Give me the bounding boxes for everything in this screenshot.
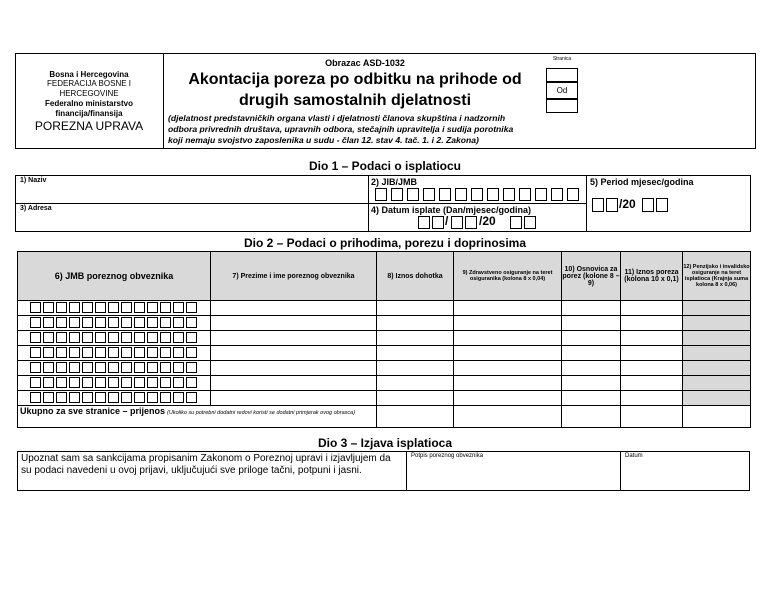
declaration-date-field[interactable] [622, 462, 748, 490]
form-subtitle [168, 113, 580, 146]
health-cell[interactable] [454, 391, 562, 406]
col-pension-header: 12) Penzijsko i invalidsko osiguranje na teret isplatioca (Krajnja suma kolona 8 x 0,06) [683, 252, 751, 301]
total-label: Ukupno za sve stranice – prijenos [20, 406, 166, 416]
period-field[interactable] [592, 198, 692, 214]
jmb-cell[interactable] [18, 391, 211, 406]
federation-name: FEDERACIJA BOSNE I HERCEGOVINE [46, 79, 132, 98]
total-health-cell[interactable] [454, 406, 562, 428]
jib-field[interactable] [375, 188, 583, 202]
table-row [18, 376, 751, 391]
col-jmb-header: 6) JMB poreznog obveznika [18, 252, 211, 301]
jib-label: 2) JIB/JMB [371, 177, 418, 187]
jmb-cell[interactable] [18, 361, 211, 376]
pension-cell[interactable] [683, 346, 751, 361]
income-cell[interactable] [377, 301, 454, 316]
base-cell[interactable] [562, 391, 621, 406]
table-row [18, 361, 751, 376]
form-code: Obrazac ASD-1032 [325, 58, 405, 68]
ministry-name: Federalno ministarstvo financija/finansija [44, 99, 134, 118]
table-row [18, 316, 751, 331]
tax-cell[interactable] [621, 316, 683, 331]
name-cell[interactable] [211, 376, 377, 391]
page-label: Stranica [552, 56, 572, 62]
tax-cell[interactable] [621, 391, 683, 406]
total-label-cell [18, 406, 377, 428]
form-title-line2: drugih samostalnih djelatnosti [238, 92, 472, 109]
col-base-header: 10) Osnovica za porez (kolone 8 – 9) [562, 252, 621, 301]
tax-cell[interactable] [621, 361, 683, 376]
jmb-cell[interactable] [18, 331, 211, 346]
pension-cell[interactable] [683, 331, 751, 346]
period-year-prefix: /20 [619, 197, 636, 211]
name-cell[interactable] [211, 346, 377, 361]
page-of-label: Od [546, 82, 578, 99]
total-pension-cell[interactable] [683, 406, 751, 428]
pension-cell[interactable] [683, 316, 751, 331]
declaration-text: Upoznat sam sa sankcijama propisanim Zakonom o Poreznoj upravi i izjavljujem da su podaci navedeni u ovoj prijavi, uključujući sve priloge tačni, potpuni i jasni. [21, 453, 391, 476]
tax-cell[interactable] [621, 376, 683, 391]
total-row [18, 406, 751, 428]
base-cell[interactable] [562, 331, 621, 346]
adresa-field[interactable] [17, 213, 365, 230]
base-cell[interactable] [562, 346, 621, 361]
s1-hline [15, 203, 587, 204]
table-row [18, 301, 751, 316]
income-table [17, 251, 751, 428]
name-cell[interactable] [211, 301, 377, 316]
col-name-header: 7) Prezime i ime poreznog obveznika [211, 252, 377, 301]
total-tax-cell[interactable] [621, 406, 683, 428]
total-base-cell[interactable] [562, 406, 621, 428]
adresa-label: 3) Adresa [20, 205, 52, 212]
form-title [166, 69, 544, 111]
col-health-header: 9) Zdravstveno osiguranje na teret osiguranika (kolona 8 x 0,04) [454, 252, 562, 301]
table-row [18, 346, 751, 361]
naziv-label: 1) Naziv [20, 177, 47, 184]
period-label: 5) Period mjesec/godina [590, 177, 694, 187]
subtitle-line2: odbora privrednih društava, upravnih odbora, stečajnih upravitelja i sudija porotnika [168, 124, 514, 134]
declaration-date-label: Datum [625, 453, 643, 459]
signature-field[interactable] [408, 462, 618, 490]
jmb-cell[interactable] [18, 301, 211, 316]
payment-date-label: 4) Datum isplate (Dan/mjesec/godina) [371, 205, 532, 215]
health-cell[interactable] [454, 376, 562, 391]
tax-cell[interactable] [621, 331, 683, 346]
date-year-prefix: /20 [479, 214, 496, 228]
form-title-line1: Akontacija poreza po odbitku na prihode od [188, 71, 522, 88]
health-cell[interactable] [454, 331, 562, 346]
jmb-cell[interactable] [18, 376, 211, 391]
page-total-field[interactable] [546, 99, 578, 113]
tax-cell[interactable] [621, 346, 683, 361]
income-cell[interactable] [377, 391, 454, 406]
income-cell[interactable] [377, 346, 454, 361]
health-cell[interactable] [454, 361, 562, 376]
header-divider [163, 53, 164, 149]
name-cell[interactable] [211, 316, 377, 331]
table-row [18, 331, 751, 346]
authority-name: POREZNA UPRAVA [34, 119, 144, 133]
subtitle-line1: (djelatnost predstavničkih organa vlasti i djelatnosti članova skupština i nadzornih [168, 113, 506, 123]
date-sep1: / [445, 214, 449, 228]
health-cell[interactable] [454, 346, 562, 361]
health-cell[interactable] [454, 301, 562, 316]
health-cell[interactable] [454, 316, 562, 331]
base-cell[interactable] [562, 301, 621, 316]
income-cell[interactable] [377, 361, 454, 376]
pension-cell[interactable] [683, 301, 751, 316]
page-number-field[interactable] [546, 68, 578, 82]
naziv-field[interactable] [17, 185, 365, 202]
s3-vline1 [406, 451, 407, 491]
jmb-cell[interactable] [18, 316, 211, 331]
total-income-cell[interactable] [377, 406, 454, 428]
income-cell[interactable] [377, 316, 454, 331]
pension-cell[interactable] [683, 361, 751, 376]
name-cell[interactable] [211, 331, 377, 346]
col-income-header: 8) Iznos dohotka [377, 252, 454, 301]
section2-title: Dio 2 – Podaci o prihodima, porezu i doprinosima [243, 236, 527, 250]
pension-cell[interactable] [683, 391, 751, 406]
section3-title: Dio 3 – Izjava isplatioca [317, 436, 453, 450]
base-cell[interactable] [562, 316, 621, 331]
subtitle-line3: koji nemaju svojstvo zaposlenika u sudu - član 12. stav 4. tač. 1. i 2. Zakona) [168, 135, 479, 145]
table-row [18, 391, 751, 406]
income-cell[interactable] [377, 376, 454, 391]
base-cell[interactable] [562, 361, 621, 376]
country-name: Bosna i Hercegovina [49, 70, 129, 79]
income-cell[interactable] [377, 331, 454, 346]
signature-label: Potpis poreznog obveznika [411, 453, 484, 459]
jmb-cell[interactable] [18, 346, 211, 361]
name-cell[interactable] [211, 361, 377, 376]
name-cell[interactable] [211, 391, 377, 406]
col-tax-header: 11) Iznos poreza (kolona 10 x 0,1) [621, 252, 683, 301]
page-counter [545, 55, 579, 116]
total-note: (Ukoliko su potrebni dodatni redovi koristi se dodatni primjerak ovog obrasca) [167, 410, 356, 416]
base-cell[interactable] [562, 376, 621, 391]
s3-vline2 [620, 451, 621, 491]
section1-title: Dio 1 – Podaci o isplatiocu [308, 159, 462, 173]
tax-cell[interactable] [621, 301, 683, 316]
payment-date-field[interactable] [418, 216, 548, 230]
pension-cell[interactable] [683, 376, 751, 391]
